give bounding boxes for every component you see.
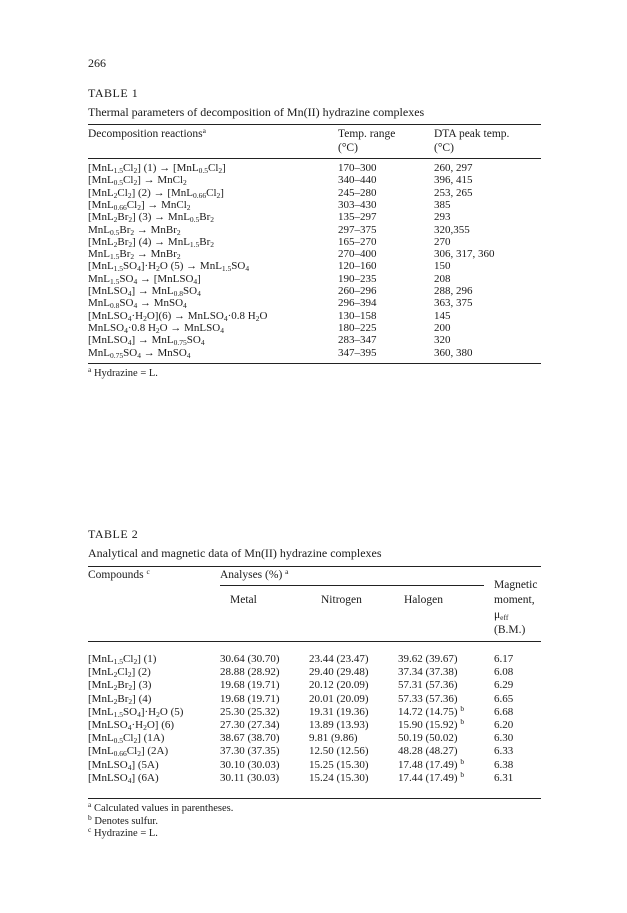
table1-temp-cell: 347–395 — [338, 346, 377, 359]
table2-halogen-cell: 17.48 (17.49) $^b$ — [398, 756, 465, 771]
table2-compound-cell: $[MnLSO_4\cdot H_2O]$ (6) — [88, 719, 175, 732]
table2-metal-cell: 19.68 (19.71) — [220, 679, 280, 692]
table2-metal-cell: 28.88 (28.92) — [220, 666, 280, 679]
table2-bottom-rule — [88, 798, 541, 799]
table1-dta-cell: 320,355 — [434, 223, 470, 236]
table2-metal-cell: 30.10 (30.03) — [220, 758, 280, 771]
table2-header-metal: Metal — [230, 594, 257, 606]
table1-row — [0, 260, 627, 272]
table1-reaction-cell: $[MnL_{0.5}Cl_2]$ → MnCl$_2$ — [88, 174, 187, 188]
table1-dta-cell: 288, 296 — [434, 285, 473, 297]
table2-moment-cell: 6.17 — [494, 653, 514, 665]
table1-reaction-cell: MnLSO$_4$·0.8 $H_2O$ → MnLSO$_4$ — [88, 321, 224, 335]
table2-footnote: $^a$ Calculated values in parentheses. — [88, 800, 234, 814]
table2-analyses-rule — [220, 585, 484, 586]
table2-halogen-cell: 17.44 (17.49) $^b$ — [398, 769, 465, 784]
table2-row — [0, 679, 627, 691]
table2-moment-cell: 6.38 — [494, 758, 514, 771]
table2-metal-cell: 19.68 (19.71) — [220, 692, 280, 705]
table1-dta-cell: 385 — [434, 198, 451, 211]
table1-reaction-cell: $MnL_{1.5}SO_4$ → [MnLSO$_4$] — [88, 272, 201, 286]
table1-temp-cell: 303–430 — [338, 198, 377, 211]
table2-header-bm: (B.M.) — [494, 624, 526, 636]
table1-reaction-cell: $[MnL_2Br_2] (4) \to MnL_{1.5}Br_2$ — [88, 235, 215, 249]
table1-header-temp: Temp. range — [338, 128, 396, 140]
table2-moment-cell: 6.30 — [494, 732, 514, 745]
table2-header-halogen: Halogen — [404, 594, 443, 606]
table1-reaction-cell: [MnLSO$_4$] → $MnL_{0.75}SO_4$ — [88, 334, 205, 348]
table2-nitrogen-cell: 23.44 (23.47) — [309, 653, 369, 665]
table2-moment-cell: 6.08 — [494, 666, 514, 679]
table1-dta-cell: 306, 317, 360 — [434, 248, 495, 261]
table2-compound-cell: $[MnL_{1.5}SO_4]\cdot H_2O$ (5) — [88, 705, 184, 719]
table2-compound-cell: [MnLSO$_4$] (5A) — [88, 758, 159, 772]
table2-halogen-cell: 57.31 (57.36) — [398, 679, 458, 692]
table2-compound-cell: $[MnL_{1.5}Cl_2]$ (1) — [88, 653, 157, 666]
table1-temp-cell: 130–158 — [338, 309, 377, 322]
table2-caption: Analytical and magnetic data of Mn(II) hydrazine complexes — [88, 546, 382, 560]
table1-row — [0, 310, 627, 322]
table2-halogen-cell: 15.90 (15.92) $^b$ — [398, 717, 465, 731]
table2-nitrogen-cell: 9.81 (9.86) — [309, 732, 358, 745]
table1-row — [0, 162, 627, 174]
table2-header-rule — [88, 641, 541, 642]
table2-top-rule — [88, 566, 541, 567]
table1-row — [0, 285, 627, 297]
table2-nitrogen-cell: 15.24 (15.30) — [309, 771, 369, 784]
table2-header-compounds: Compounds $^c$ — [88, 567, 150, 581]
table1-dta-cell: 396, 415 — [434, 174, 473, 187]
table1-row — [0, 211, 627, 223]
table2-metal-cell: 30.64 (30.70) — [220, 653, 280, 665]
table1-temp-cell: 170–300 — [338, 162, 377, 174]
table1-row — [0, 174, 627, 186]
table1-header-dta: DTA peak temp. — [434, 128, 510, 140]
table2-header-nitrogen: Nitrogen — [321, 594, 362, 606]
table1-top-rule — [88, 124, 541, 125]
table1-header-reactions: Decomposition reactions$^a$ — [88, 126, 206, 140]
table2-compound-cell: $[MnL_{0.66}Cl_2]$ (2A) — [88, 745, 169, 759]
table2-header-magnetic: Magnetic — [494, 579, 538, 591]
table1-temp-cell: 165–270 — [338, 235, 377, 248]
table2-nitrogen-cell: 29.40 (29.48) — [309, 666, 369, 679]
table1-reaction-cell: $MnL_{0.8}SO_4$ → MnSO$_4$ — [88, 297, 187, 311]
table2-moment-cell: 6.68 — [494, 705, 514, 718]
table2-moment-cell: 6.20 — [494, 719, 514, 731]
table2-nitrogen-cell: 13.89 (13.93) — [309, 719, 369, 731]
table2-metal-cell: 38.67 (38.70) — [220, 732, 280, 745]
table2-row — [0, 719, 627, 731]
table2-nitrogen-cell: 20.01 (20.09) — [309, 692, 369, 705]
table2-row — [0, 703, 627, 719]
table2-nitrogen-cell: 19.31 (19.36) — [309, 705, 369, 718]
table2-halogen-cell: 39.62 (39.67) — [398, 653, 458, 665]
table2-nitrogen-cell: 15.25 (15.30) — [309, 758, 369, 771]
table1-temp-cell: 297–375 — [338, 223, 377, 236]
table2-moment-cell: 6.33 — [494, 745, 514, 758]
table2-compound-cell: $[MnL_2Cl_2]$ (2) — [88, 666, 151, 680]
table1-reaction-cell: $[MnLSO_4\cdot H_2O](6)$ → MnLSO$_4$·0.8 $H_2O$ — [88, 309, 268, 323]
table1-reaction-cell: [MnLSO$_4$] → $MnL_{0.8}SO_4$ — [88, 285, 201, 298]
table1-temp-cell: 270–400 — [338, 248, 377, 261]
table2-nitrogen-cell: 12.50 (12.56) — [309, 745, 369, 758]
table1-temp-cell: 120–160 — [338, 260, 377, 273]
table2-header-moment: moment, — [494, 594, 535, 606]
table1-reaction-cell: $[MnL_{1.5}SO_4]\cdot H_2O$ $(5) \to MnL_{1.5}SO_4$ — [88, 260, 250, 274]
table1-temp-cell: 135–297 — [338, 211, 377, 224]
table2-footnote: $^c$ Hydrazine = L. — [88, 825, 158, 839]
table1-temp-cell: 296–394 — [338, 297, 377, 310]
table1-row — [0, 347, 627, 359]
table1-temp-cell: 283–347 — [338, 334, 377, 347]
table1-caption: Thermal parameters of decomposition of Mn(II) hydrazine complexes — [88, 105, 425, 119]
table2-header-analyses: Analyses (%) $^a$ — [220, 567, 289, 581]
table1-row — [0, 199, 627, 211]
table1-temp-cell: 180–225 — [338, 321, 377, 334]
table2-compound-cell: $[MnL_{0.5}Cl_2]$ (1A) — [88, 732, 165, 746]
table1-dta-cell: 208 — [434, 272, 451, 285]
table2-halogen-cell: 57.33 (57.36) — [398, 692, 458, 705]
table2-metal-cell: 30.11 (30.03) — [220, 771, 280, 784]
table1-row — [0, 297, 627, 309]
table2-metal-cell: 25.30 (25.32) — [220, 705, 280, 718]
table2-compound-cell: [MnLSO$_4$] (6A) — [88, 771, 159, 785]
table1-temp-cell: 260–296 — [338, 285, 377, 297]
table2-metal-cell: 27.30 (27.34) — [220, 719, 280, 731]
table1-label: TABLE 1 — [88, 86, 139, 100]
table1-dta-cell: 293 — [434, 211, 451, 224]
table2-row — [0, 732, 627, 744]
table2-halogen-cell: 50.19 (50.02) — [398, 732, 458, 745]
table1-reaction-cell: $MnL_{1.5}Br_2$ → MnBr$_2$ — [88, 248, 181, 262]
table1-dta-cell: 363, 375 — [434, 297, 473, 310]
table2-nitrogen-cell: 20.12 (20.09) — [309, 679, 369, 692]
table2-halogen-cell: 48.28 (48.27) — [398, 745, 458, 758]
table1-row — [0, 334, 627, 346]
table1-dta-cell: 200 — [434, 321, 451, 334]
table2-row — [0, 693, 627, 705]
table1-row — [0, 224, 627, 236]
table2-row — [0, 756, 627, 772]
table2-header-mueff: $\mu_{eff}$ — [494, 609, 509, 622]
table1-row — [0, 273, 627, 285]
table1-dta-cell: 150 — [434, 260, 451, 273]
page-number: 266 — [88, 56, 106, 70]
table1-dta-cell: 270 — [434, 235, 451, 248]
table1-reaction-cell: $MnL_{0.5}Br_2$ → MnBr$_2$ — [88, 223, 181, 237]
table1-reaction-cell: $MnL_{0.75}SO_4$ → MnSO$_4$ — [88, 346, 191, 360]
table1-header-rule — [88, 158, 541, 159]
table2-compound-cell: $[MnL_2Br_2]$ (4) — [88, 692, 152, 706]
table1-temp-cell: 190–235 — [338, 272, 377, 285]
table1-reaction-cell: $[MnL_2Br_2] (3) \to MnL_{0.5}Br_2$ — [88, 211, 215, 225]
table1-bottom-rule — [88, 363, 541, 364]
table2-metal-cell: 37.30 (37.35) — [220, 745, 280, 758]
table2-compound-cell: $[MnL_2Br_2]$ (3) — [88, 679, 152, 693]
table1-dta-cell: 320 — [434, 334, 451, 347]
table2-row — [0, 745, 627, 757]
table2-moment-cell: 6.29 — [494, 679, 514, 692]
table1-row — [0, 236, 627, 248]
table1-temp-cell: 340–440 — [338, 174, 377, 187]
table2-moment-cell: 6.65 — [494, 692, 514, 705]
table2-row — [0, 769, 627, 785]
table2-footnote: $^b$ Denotes sulfur. — [88, 812, 158, 827]
table2-moment-cell: 6.31 — [494, 771, 514, 784]
table1-row — [0, 187, 627, 199]
table1-temp-cell: 245–280 — [338, 186, 377, 199]
table1-header-dta-unit: (°C) — [434, 142, 454, 154]
table1-row — [0, 322, 627, 334]
table2-row — [0, 653, 627, 665]
table1-reaction-cell: $[MnL_{1.5}Cl_2] (1) \to [MnL_{0.5}Cl_2]$ — [88, 162, 226, 175]
table1-header-temp-unit: (°C) — [338, 142, 358, 154]
table1-dta-cell: 253, 265 — [434, 186, 473, 199]
table1-dta-cell: 260, 297 — [434, 162, 473, 174]
table1-dta-cell: 145 — [434, 309, 451, 322]
table2-halogen-cell: 14.72 (14.75) $^b$ — [398, 703, 465, 718]
table1-reaction-cell: $[MnL_{0.66}Cl_2]$ → MnCl$_2$ — [88, 198, 191, 212]
table2-label: TABLE 2 — [88, 527, 139, 541]
table2-row — [0, 666, 627, 678]
table1-dta-cell: 360, 380 — [434, 346, 473, 359]
table1-footnote: $^a$ Hydrazine = L. — [88, 365, 158, 379]
table2-halogen-cell: 37.34 (37.38) — [398, 666, 458, 679]
table1-reaction-cell: $[MnL_2Cl_2] (2) \to [MnL_{0.66}Cl_2]$ — [88, 186, 224, 200]
table1-row — [0, 248, 627, 260]
